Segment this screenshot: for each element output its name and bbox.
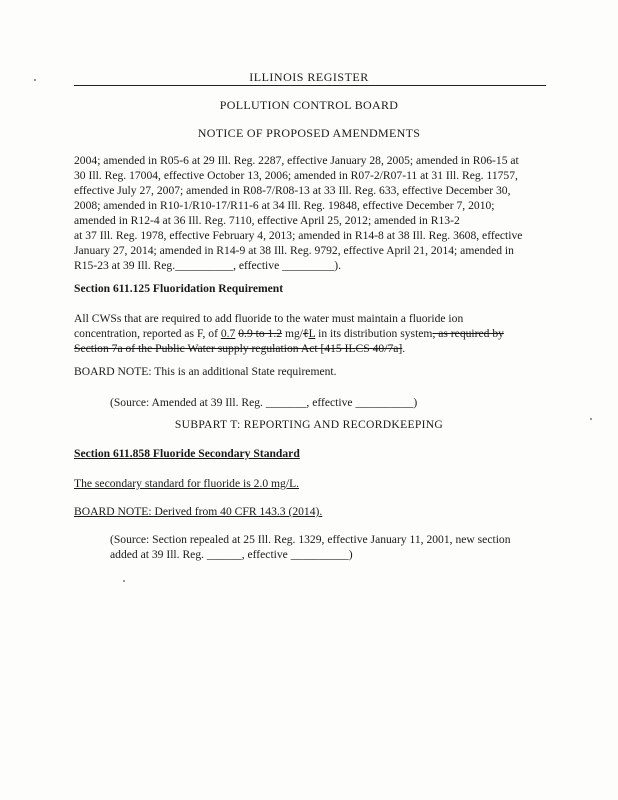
scan-speck <box>123 580 125 582</box>
text-run: in its distribution system <box>315 327 433 340</box>
source-note-858-line-1: (Source: Section repealed at 25 Ill. Reg. 1329, effective January 11, 2001, new section <box>110 533 511 546</box>
text-run: concentration, reported as F, of <box>74 327 221 340</box>
history-line: at 37 Ill. Reg. 1978, effective February 4, 2013; amended in R14-8 at 38 Ill. Reg. 3608, effective <box>74 229 523 242</box>
history-line: amended in R12-4 at 36 Ill. Reg. 7110, effective April 25, 2012; amended in R13-2 <box>74 214 460 227</box>
inserted-text: L <box>308 327 316 340</box>
fluoridation-paragraph <box>74 311 549 356</box>
header-rule <box>74 85 546 86</box>
fluoridation-line-1: All CWSs that are required to add fluoride to the water must maintain a fluoride ion <box>74 312 464 325</box>
text-run: mg/ <box>282 327 303 340</box>
board-note-858: BOARD NOTE: Derived from 40 CFR 143.3 (2014). <box>74 505 323 518</box>
scan-speck <box>34 79 36 81</box>
history-line: 2004; amended in R05-6 at 29 Ill. Reg. 2287, effective January 28, 2005; amended in R06-15 at <box>74 154 519 167</box>
history-paragraph <box>74 153 549 273</box>
deleted-text: Section 7a of the Public Water supply regulation Act [415 ILCS 40/7a] <box>74 342 403 355</box>
source-note-858-line-2: added at 39 Ill. Reg. ______, effective __________) <box>110 548 353 561</box>
board-note-125: BOARD NOTE: This is an additional State requirement. <box>74 365 337 378</box>
fluoridation-line-3 <box>74 341 549 356</box>
text-run: . <box>402 342 406 355</box>
deleted-text: ℓ <box>303 327 309 340</box>
section-611-125-heading: Section 611.125 Fluoridation Requirement <box>74 282 284 295</box>
scan-speck <box>590 418 592 420</box>
subpart-heading: SUBPART T: REPORTING AND RECORDKEEPING <box>174 418 444 431</box>
deleted-text: , as required by <box>432 327 504 340</box>
agency-title: POLLUTION CONTROL BOARD <box>219 98 399 112</box>
history-line: R15-23 at 39 Ill. Reg.__________, effective _________). <box>74 259 342 272</box>
inserted-text: 0.7 <box>220 327 236 340</box>
source-note-858 <box>110 532 511 562</box>
notice-title: NOTICE OF PROPOSED AMENDMENTS <box>197 126 421 140</box>
deleted-text: 0.9 to 1.2 <box>238 327 283 340</box>
secondary-standard-text: The secondary standard for fluoride is 2.0 mg/L. <box>74 477 300 490</box>
source-note-125: (Source: Amended at 39 Ill. Reg. _______, effective __________) <box>110 396 418 409</box>
history-line: 2008; amended in R10-1/R10-17/R11-6 at 34 Ill. Reg. 19848, effective December 7, 2010; <box>74 199 495 212</box>
history-line: effective July 27, 2007; amended in R08-7/R08-13 at 33 Ill. Reg. 633, effective December 30, <box>74 184 511 197</box>
register-title: ILLINOIS REGISTER <box>249 70 369 84</box>
history-line: January 27, 2014; amended in R14-9 at 38 Ill. Reg. 9792, effective April 21, 2014; amended in <box>74 244 514 257</box>
history-line: 30 Ill. Reg. 17004, effective October 13, 2006; amended in R07-2/R07-11 at 31 Ill. Reg. 11757, <box>74 169 518 182</box>
fluoridation-line-2 <box>74 326 549 341</box>
section-611-858-heading: Section 611.858 Fluoride Secondary Standard <box>74 447 300 460</box>
